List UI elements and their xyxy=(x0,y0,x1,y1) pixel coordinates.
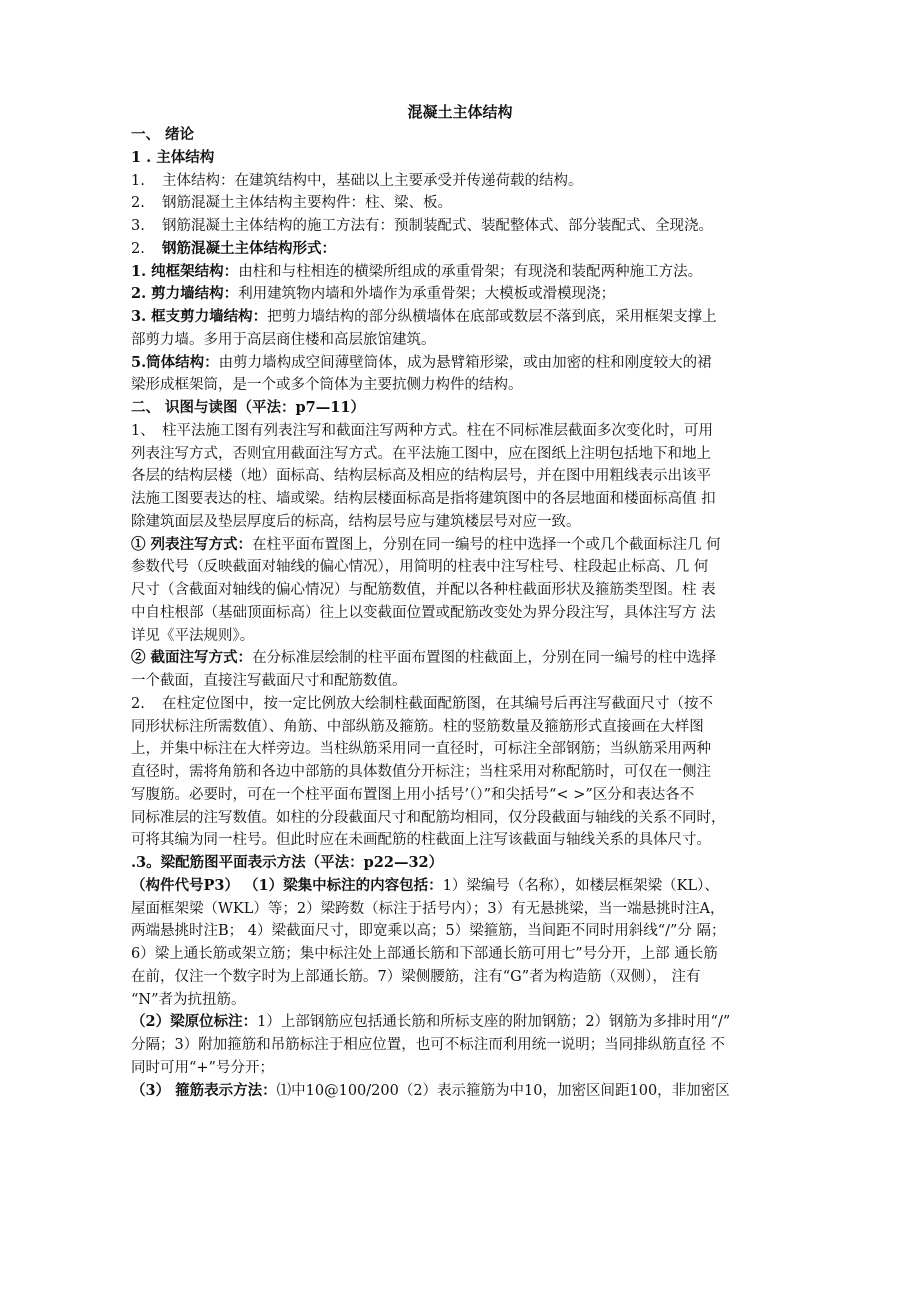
line-text: 部剪力墙。多用于高层商住楼和高层旅馆建筑。 xyxy=(131,331,436,348)
line-number: 1、 xyxy=(131,422,155,439)
line-text: 中自柱根部（基础顶面标高）往上以变截面位置或配筋改变处为界分段注写，具体注写方 法 xyxy=(131,604,716,621)
text-line xyxy=(131,306,811,328)
text-line xyxy=(131,1080,811,1102)
line-text: 6）梁上通长筋或架立筋；集中标注处上部通长筋和下部通长筋可用七”号分开，上部 通长筋 xyxy=(131,946,718,962)
text-line xyxy=(131,352,811,374)
text-line xyxy=(131,989,811,1011)
line-text: 梁形成框架筒，是一个或多个筒体为主要抗侧力构件的结构。 xyxy=(131,377,523,394)
line-text: 柱平法施工图有列表注写和截面注写两种方式。柱在不同标准层截面多次变化时，可用 xyxy=(162,422,713,439)
line-heading: （3） 箍筋表示方法： xyxy=(131,1081,277,1099)
line-text: 写腹筋。必要时，可在一个柱平面布置图上用小括号’（）”和尖括号“< >”区分和表达各不 xyxy=(131,786,695,803)
line-heading: 钢筋混凝土主体结构形式： xyxy=(162,239,336,257)
line-text: 直径时，需将角筋和各边中部筋的具体数值分开标注；当柱采用对称配筋时，可仅在一侧注 xyxy=(131,764,711,780)
line-text: 列表注写方式，否则宜用截面注写方式。在平法施工图中，应在图纸上注明包括地下和地上 xyxy=(131,445,711,462)
text-line xyxy=(131,807,811,829)
text-line xyxy=(131,465,811,487)
text-line xyxy=(131,1057,811,1079)
line-heading: .3。梁配筋图平面表示方法（平法：p22—32） xyxy=(131,854,444,871)
text-line xyxy=(131,443,811,465)
line-text: 同时可用“+”号分开； xyxy=(131,1059,274,1076)
text-line xyxy=(131,875,811,897)
line-text: 一个截面，直接注写截面尺寸和配筋数值。 xyxy=(131,673,407,689)
line-heading: 2. 剪力墙结构： xyxy=(131,285,239,303)
text-line xyxy=(131,693,811,715)
line-text: 主体结构：在建筑结构中，基础以上主要承受并传递荷载的结构。 xyxy=(162,172,583,189)
text-line xyxy=(131,625,811,647)
line-text: 钢筋混凝土主体结构的施工方法有：预制装配式、装配整体式、部分装配式、全现浇。 xyxy=(162,218,713,234)
line-text: 分隔；3）附加箍筋和吊筋标注于相应位置，也可不标注而利用统一说明；当同排纵筋直径 不 xyxy=(131,1037,725,1053)
line-text: 同标准层的注写数值。如柱的分段截面尺寸和配筋均相同，仅分段截面与轴线的关系不同时， xyxy=(131,809,726,826)
text-line xyxy=(131,192,811,214)
text-line xyxy=(131,124,811,146)
text-line xyxy=(131,374,811,396)
text-line xyxy=(131,147,811,169)
text-line xyxy=(131,898,811,920)
text-line xyxy=(131,329,811,351)
text-line xyxy=(131,283,811,305)
line-text: 在柱平面布置图上，分别在同一编号的柱中选择一个或几个截面标注几 何 xyxy=(252,536,721,553)
text-line xyxy=(131,579,811,601)
line-text: 上，并集中标注在大样旁边。当柱纵筋采用同一直径时，可标注全部钢筋；当纵筋采用两种 xyxy=(131,741,711,758)
line-text: 参数代号（反映截面对轴线的偏心情况），用简明的柱表中注写柱号、柱段起止标高、几 何 xyxy=(131,559,709,576)
line-text: 由柱和与柱相连的横梁所组成的承重骨架；有现浇和装配两种施工方法。 xyxy=(238,263,703,280)
text-line xyxy=(131,488,811,510)
text-line xyxy=(131,784,811,806)
text-line xyxy=(131,261,811,283)
line-text: 可将其编为同一柱号。但此时应在未画配筋的柱截面上注写该截面与轴线关系的具体尺寸。 xyxy=(131,832,711,849)
text-line xyxy=(131,761,811,783)
line-text: ⑴中10@100/200（2）表示箍筋为中10，加密区间距100，非加密区 xyxy=(276,1082,730,1099)
line-text: 除建筑面层及垫层厚度后的标高，结构层号应与建筑楼层号对应一致。 xyxy=(131,513,581,530)
text-line xyxy=(131,647,811,669)
line-heading: 5.筒体结构： xyxy=(131,353,219,371)
line-text: 把剪力墙结构的部分纵横墙体在底部或数层不落到底，采用框架支撑上 xyxy=(267,309,717,325)
text-line xyxy=(131,556,811,578)
line-number: 2. xyxy=(131,695,145,712)
line-text: 1）上部钢筋应包括通长筋和所标支座的附加钢筋；2）钢筋为多排时用“/” xyxy=(257,1014,731,1031)
line-heading: （2）梁原位标注： xyxy=(131,1013,258,1031)
line-text: 各层的结构层楼（地）面标高、结构层标高及相应的结构层号，并在图中用粗线表示出该平 xyxy=(131,468,711,485)
line-text: 在柱定位图中，按一定比例放大绘制柱截面配筋图，在其编号后再注写截面尺寸（按不 xyxy=(162,695,713,712)
text-line xyxy=(131,511,811,533)
line-heading: 1. 纯框架结构： xyxy=(131,262,239,280)
line-text: 1）梁编号（名称），如楼层框架梁（KL）、 xyxy=(442,877,719,894)
line-text: 法施工图要表达的柱、墙或梁。结构层楼面标高是指将建筑图中的各层地面和楼面标高值 扣 xyxy=(131,491,716,507)
line-text: 在分标准层绘制的柱平面布置图的柱截面上，分别在同一编号的柱中选择 xyxy=(252,650,717,667)
text-line xyxy=(131,215,811,237)
line-heading: 二、 识图与读图（平法：p7—11） xyxy=(131,399,365,416)
line-text: 利用建筑物内墙和外墙作为承重骨架；大模板或滑模现浇； xyxy=(238,286,616,303)
text-line xyxy=(131,170,811,192)
text-line xyxy=(131,920,811,942)
text-line xyxy=(131,670,811,692)
line-number: 2. xyxy=(131,240,145,257)
text-line xyxy=(131,852,811,874)
line-text: 同形状标注所需数值）、角筋、中部纵筋及箍筋。柱的竖筋数量及箍筋形式直接画在大样图 xyxy=(131,718,704,735)
text-line xyxy=(131,602,811,624)
text-line xyxy=(131,238,811,260)
text-line xyxy=(131,1011,811,1033)
line-heading: ① 列表注写方式： xyxy=(131,535,253,553)
line-heading: 3. 框支剪力墙结构： xyxy=(131,308,268,325)
text-line xyxy=(131,1034,811,1056)
line-heading: 1 . 主体结构 xyxy=(131,148,215,166)
text-line xyxy=(131,397,811,419)
text-line xyxy=(131,943,811,965)
line-number: 1. xyxy=(131,172,145,189)
document-title: 混凝土主体结构 xyxy=(407,103,513,121)
line-heading: ② 截面注写方式： xyxy=(131,649,253,667)
line-number: 3. xyxy=(131,218,145,234)
text-line xyxy=(131,738,811,760)
text-line xyxy=(131,534,811,556)
line-text: 详见《平法规则》。 xyxy=(131,627,255,644)
line-text: 由剪力墙构成空间薄壁筒体，成为悬臂箱形梁，或由加密的柱和刚度较大的裙 xyxy=(218,354,712,371)
line-text: 屋面框架梁（WKL）等；2）梁跨数（标注于括号内）；3）有无悬挑梁，当一端悬挑时注A， xyxy=(131,900,725,917)
line-text: 在前，仅注一个数字时为上部通长筋。7）梁侧腰筋，注有“G”者为构造筋（双侧）， 注有 xyxy=(131,968,701,985)
text-line xyxy=(131,966,811,988)
text-line xyxy=(131,420,811,442)
line-heading: 一、 绪论 xyxy=(131,126,195,143)
line-heading: （构件代号P3） （1）梁集中标注的内容包括： xyxy=(131,876,443,894)
line-text: 尺寸（含截面对轴线的偏心情况）与配筋数值，并配以各种柱截面形状及箍筋类型图。柱 表 xyxy=(131,582,716,598)
line-number: 2. xyxy=(131,195,145,212)
line-text: 钢筋混凝土主体结构主要构件：柱、梁、板。 xyxy=(162,195,452,212)
text-line xyxy=(131,716,811,738)
line-text: 两端悬挑时注B； 4）梁截面尺寸，即宽乘以高；5）梁箍筋，当间距不同时用斜线“/”分 隔； xyxy=(131,923,726,940)
line-text: “N”者为抗扭筋。 xyxy=(131,991,246,1008)
text-line xyxy=(131,829,811,851)
